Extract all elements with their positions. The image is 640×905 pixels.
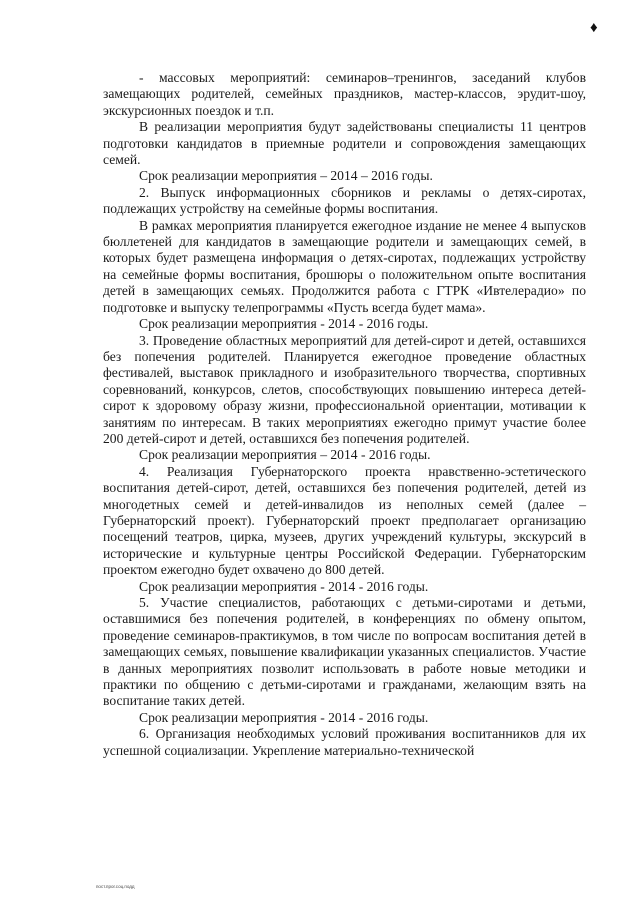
paragraph-4: 2. Выпуск информационных сборников и рекламы о детях-сиротах, подлежащих устройству на семейные формы воспитания.	[103, 184, 586, 217]
paragraph-5: В рамках мероприятия планируется ежегодное издание не менее 4 выпусков бюллетеней для кандидатов в замещающие родители и замещающих семей, в которых будет размещена информация о детях-сиротах, подлежащих устройству на семейные формы воспитания, брошюры о положительном опыте воспитания детей в замещающих семьях. Продолжится работа с ГТРК «Ивтелерадио» по подготовке и выпуску телепрограммы «Пусть всегда будет мама».	[103, 217, 586, 315]
paragraph-9: 4. Реализация Губернаторского проекта нравственно-эстетического воспитания детей-сирот, детей, оставшихся без попечения родителей, детей из многодетных семей и детей-инвалидов из неполных семей (далее – Губернаторский проект). Губернаторский проект предполагает организацию посещений театров, цирка, музеев, других учреждений культуры, экскурсий в исторические и культурные центры Российской Федерации. Губернаторским проектом ежегодно будет охвачено до 800 детей.	[103, 463, 586, 578]
paragraph-2: В реализации мероприятия будут задействованы специалисты 11 центров подготовки кандидатов в приемные родители и сопровождения замещающих семей.	[103, 119, 586, 168]
paragraph-3: Срок реализации мероприятия – 2014 – 2016 годы.	[139, 168, 433, 184]
paragraph-7: 3. Проведение областных мероприятий для детей-сирот и детей, оставшихся без попечения родителей. Планируется ежегодное проведение областных фестивалей, выставок прикладного и изобразительного творчества, спортивных соревнований, конкурсов, слетов, способствующих повышению интереса детей-сирот к здоровому образу жизни, профессиональной ориентации, мотивации к занятиям по интересам. В таких мероприятиях ежегодно примут участие более 200 детей-сирот и детей, оставшихся без попечения родителей.	[103, 332, 586, 446]
paragraph-11: 5. Участие специалистов, работающих с детьми-сиротами и детьми, оставшимися без попечения родителей, в конференциях по обмену опытом, проведение семинаров-практикумов, в том числе по вопросам воспитания детей в замещающих семьях, повышение квалификации указанных специалистов. Участие в данных мероприятиях позволит использовать в работе новые методики и практики по общению с детьми-сиротами и гражданами, желающим взять на воспитание таких детей.	[103, 595, 586, 709]
paragraph-12: Срок реализации мероприятия - 2014 - 2016 годы.	[139, 709, 429, 725]
paragraph-10: Срок реализации мероприятия - 2014 - 2016 годы.	[139, 578, 429, 594]
paragraph-6: Срок реализации мероприятия - 2014 - 2016 годы.	[139, 316, 429, 332]
paragraph-1: - массовых мероприятий: семинаров–тренингов, заседаний клубов замещающих родителей, семейных праздников, мастер-классов, эрудит-шоу, экскурсионных поездок и т.п.	[103, 70, 586, 118]
paragraph-8: Срок реализации мероприятия – 2014 - 2016 годы.	[139, 447, 431, 463]
document-body	[103, 70, 586, 759]
corner-mark: ♦	[590, 20, 598, 36]
footer-code: пост.прог.соц.подд	[96, 884, 135, 889]
paragraph-13: 6. Организация необходимых условий проживания воспитанников для их успешной социализации. Укрепление материально-технической	[103, 726, 586, 758]
